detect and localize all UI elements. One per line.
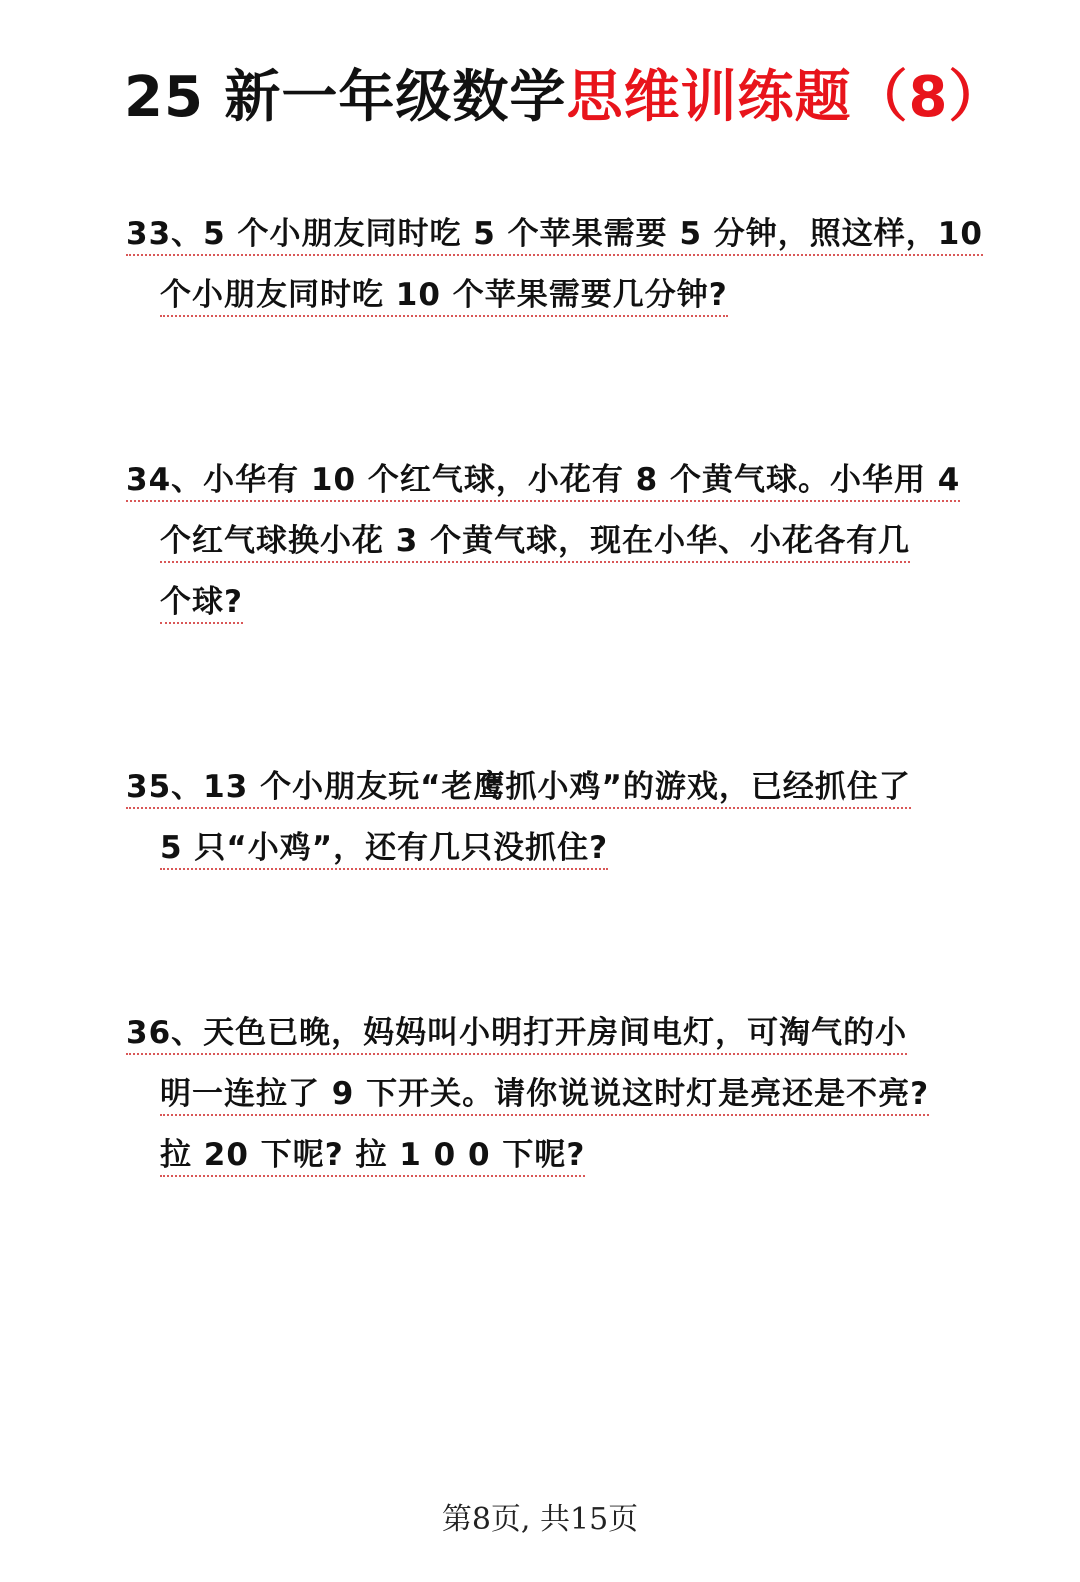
question-text: 个小朋友同时吃 10 个苹果需要几分钟? [160, 275, 728, 317]
question-text: 33、5 个小朋友同时吃 5 个苹果需要 5 分钟，照这样，10 [126, 214, 983, 256]
title-black-part: 25 新一年级数学 [124, 65, 567, 130]
question-text: 个球? [160, 582, 243, 624]
question-33 [126, 204, 983, 326]
question-text: 34、小华有 10 个红气球，小花有 8 个黄气球。小华用 4 [126, 460, 960, 502]
question-text: 个红气球换小花 3 个黄气球，现在小华、小花各有几 [160, 521, 910, 563]
question-text: 35、13 个小朋友玩“老鹰抓小鸡”的游戏，已经抓住了 [126, 767, 911, 809]
question-line [126, 265, 956, 326]
question-line [126, 572, 956, 633]
question-text: 明一连拉了 9 下开关。请你说说这时灯是亮还是不亮? [160, 1074, 929, 1116]
page-number-footer: 第8页, 共15页 [441, 1502, 639, 1537]
title-red-part: 思维训练题（8） [566, 65, 1006, 130]
page-title [124, 62, 1005, 134]
question-line [126, 1064, 956, 1125]
question-35 [126, 757, 956, 879]
question-line [126, 1125, 956, 1186]
question-text: 5 只“小鸡”，还有几只没抓住? [160, 828, 608, 870]
question-line [126, 818, 956, 879]
question-36 [126, 1003, 956, 1186]
question-line [126, 1003, 956, 1064]
question-line [126, 757, 956, 818]
question-line [126, 204, 983, 265]
question-text: 拉 20 下呢? 拉 1 0 0 下呢? [160, 1135, 585, 1177]
question-line [126, 450, 961, 511]
question-text: 36、天色已晚，妈妈叫小明打开房间电灯，可淘气的小 [126, 1013, 907, 1055]
question-line [126, 511, 956, 572]
question-34 [126, 450, 961, 633]
